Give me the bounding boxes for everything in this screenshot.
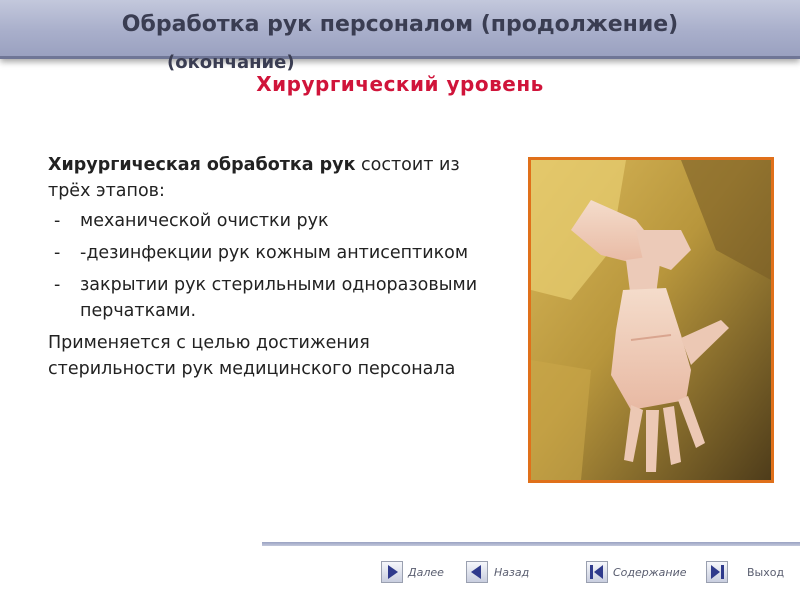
exit-label[interactable]: Выход (747, 566, 785, 579)
page-subtitle: (окончание) (167, 52, 295, 73)
page-title: Обработка рук персоналом (продолжение) (121, 12, 679, 37)
section-title: Хирургический уровень (256, 72, 544, 96)
skip-forward-icon (707, 562, 727, 582)
list-item-text: закрытии рук стерильными одноразовыми перчатками. (80, 275, 478, 321)
list-dash: - (54, 275, 61, 295)
list-item-text: механической очистки рук (80, 211, 329, 231)
skip-back-icon (587, 562, 607, 582)
contents-label[interactable]: Содержание (613, 566, 687, 579)
title-bar (0, 0, 800, 59)
next-label[interactable]: Далее (408, 566, 444, 579)
list-item (48, 208, 503, 234)
contents-button[interactable] (586, 561, 608, 583)
back-button[interactable] (466, 561, 488, 583)
main-content (48, 152, 503, 382)
glove-illustration (531, 160, 771, 480)
intro-paragraph (48, 152, 503, 204)
list-dash: - (54, 211, 61, 231)
purpose-paragraph: Применяется с целью достижения стерильности рук медицинского персонала (48, 333, 456, 379)
surgical-glove-photo (528, 157, 774, 483)
list-dash: - (54, 243, 61, 263)
list-item (48, 272, 503, 324)
back-label[interactable]: Назад (494, 566, 530, 579)
stages-list (48, 208, 503, 324)
intro-text: состоит из трёх этапов: (48, 155, 460, 201)
list-item (48, 240, 503, 266)
exit-button[interactable] (706, 561, 728, 583)
list-item-text: -дезинфекции рук кожным антисептиком (80, 243, 469, 263)
play-left-icon (467, 562, 487, 582)
play-right-icon (382, 562, 402, 582)
next-button[interactable] (381, 561, 403, 583)
intro-bold-text: Хирургическая обработка рук (48, 155, 356, 175)
footer-divider (262, 542, 800, 546)
